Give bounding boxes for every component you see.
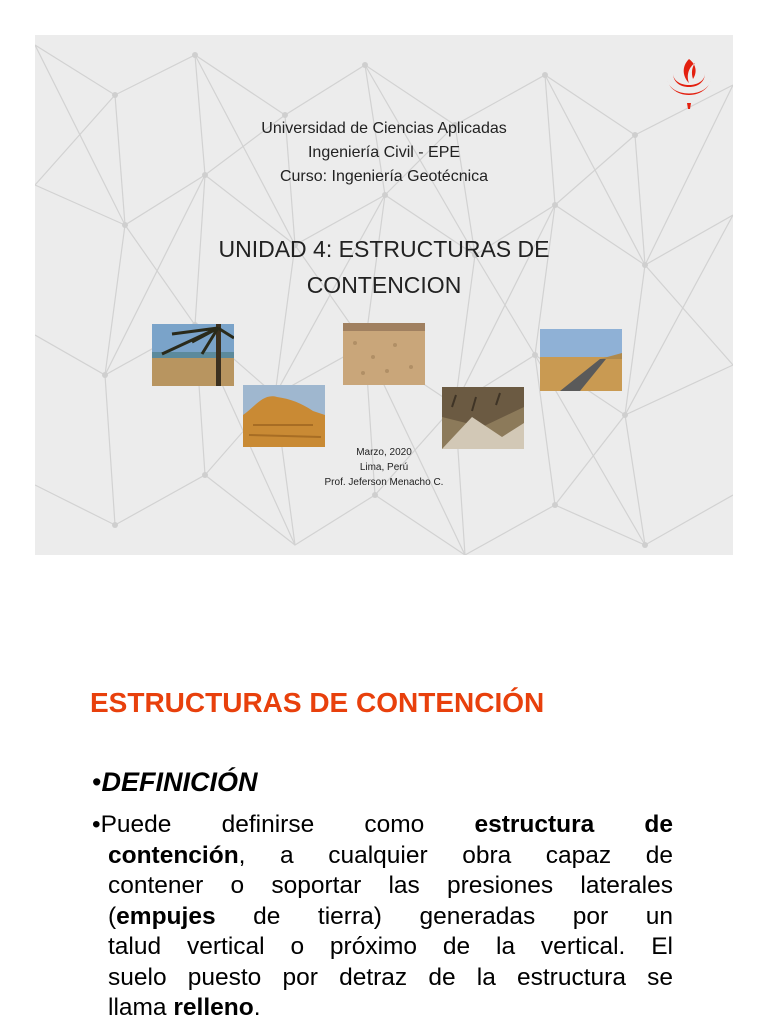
paragraph-line: talud vertical o próximo de la vertical. El: [108, 933, 673, 960]
paragraph-line: (empujes de tierra) generadas por un: [108, 902, 673, 930]
definition-label: DEFINICIÓN: [101, 767, 258, 797]
beach-palm-photo: [152, 324, 234, 386]
institution-name: Universidad de Ciencias Aplicadas: [261, 120, 507, 137]
term-estructura: estructura de: [474, 811, 674, 838]
term-contencion: contención: [108, 841, 239, 869]
paragraph-line: contención, a cualquier obra capaz de: [108, 841, 673, 869]
course-name: Curso: Ingeniería Geotécnica: [279, 168, 489, 185]
program-name: Ingeniería Civil - EPE: [307, 144, 461, 161]
paragraph-line: suelo puesto por detraz de la estructura se: [108, 963, 673, 991]
bullet: •: [92, 811, 101, 838]
paragraph-line: llama relleno.: [108, 994, 261, 1021]
term-relleno: relleno: [173, 994, 254, 1021]
paragraph-line: •Puede definirse como estructura de: [92, 811, 674, 838]
title-slide: [35, 35, 733, 555]
unit-title-line-1: UNIDAD 4: ESTRUCTURAS DE: [218, 236, 550, 262]
bullet: •: [92, 767, 102, 797]
sandy-cliff-photo: [243, 385, 325, 447]
upc-logo-icon: [661, 55, 717, 111]
slide-title: ESTRUCTURAS DE CONTENCIÓN: [90, 687, 545, 718]
term-empujes: empujes: [116, 902, 216, 930]
definition-heading: [92, 765, 257, 799]
paragraph-line: contener o soportar las presiones laterales: [108, 872, 673, 899]
dry-slope-photo: [442, 387, 524, 449]
desert-road-photo: [540, 329, 622, 391]
unit-title-line-2: CONTENCION: [306, 272, 462, 298]
sand-texture-photo: [343, 323, 425, 385]
presentation-date: Marzo, 2020: [356, 447, 412, 458]
definition-paragraph: [92, 810, 673, 1024]
presenter-name: Prof. Jeferson Menacho C.: [324, 477, 444, 488]
presentation-location: Lima, Perú: [359, 462, 409, 473]
